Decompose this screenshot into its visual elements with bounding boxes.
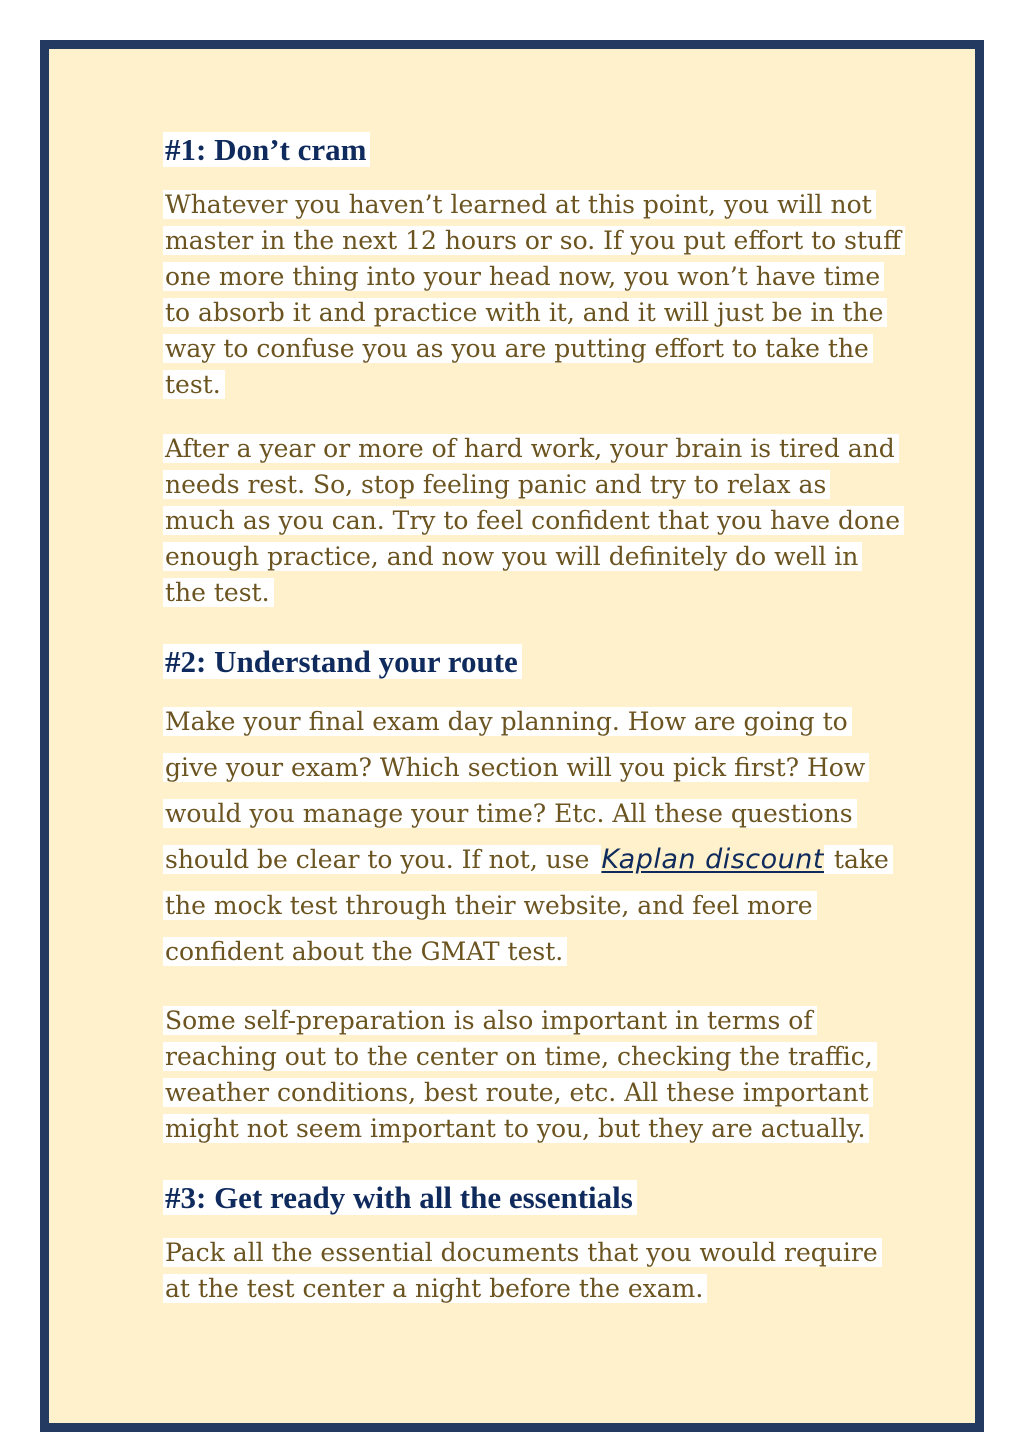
section-1-paragraph-2: After a year or more of hard work, your brain is tired and needs rest. So, stop feeling panic and try to relax as much as you can. Try to feel confident that you have done enough practice, and now you will definitely do well in the test. <box>163 431 903 611</box>
section-3-paragraph-1: Pack all the essential documents that you would require at the test center a night before the exam. <box>163 1235 903 1307</box>
article-content <box>163 127 903 1335</box>
kaplan-discount-link[interactable]: Kaplan discount <box>601 844 824 875</box>
section-1-paragraph-1: Whatever you haven’t learned at this point, you will not master in the next 12 hours or so. If you put effort to stuff one more thing into your head now, you won’t have time to absorb it and practice with it, and it will just be in the way to confuse you as you are putting effort to take the test. <box>163 187 903 403</box>
section-1-heading: #1: Don’t cram <box>163 127 903 173</box>
section-3-heading: #3: Get ready with all the essentials <box>163 1175 903 1221</box>
section-2-heading: #2: Understand your route <box>163 639 903 685</box>
section-2-paragraph-2: Some self-preparation is also important in terms of reaching out to the center on time, checking the traffic, weather conditions, best route, etc. All these important might not seem important to you, but they are actually. <box>163 1003 903 1147</box>
section-2-paragraph-1: Make your final exam day planning. How are going to give your exam? Which section will you pick first? How would you manage your time? Etc. All these questions should be clear to you. If not, use Kaplan discount take the mock test through their website, and feel more confident about the GMAT test. <box>163 699 903 975</box>
document-frame <box>40 40 984 1432</box>
